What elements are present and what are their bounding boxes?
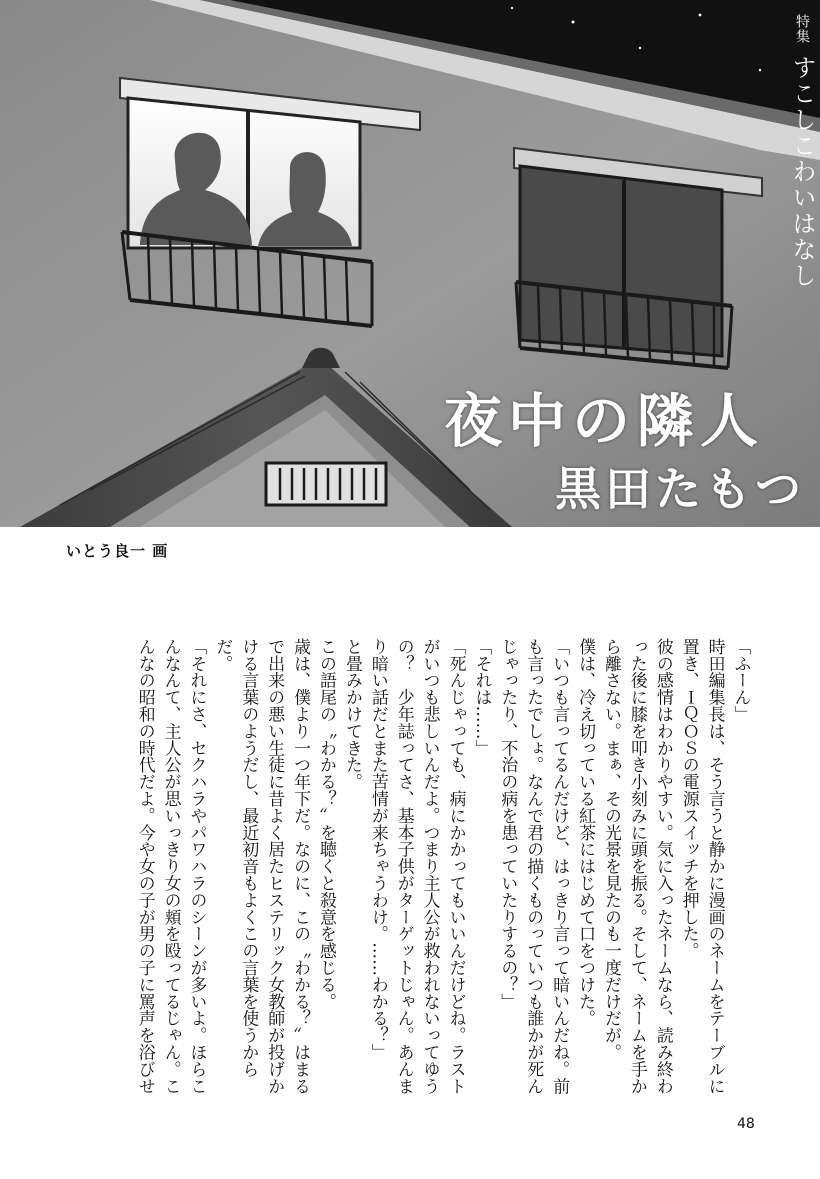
paragraph: 「それにさ、セクハラやパワハラのシーンが多いよ。ほらこんなんて、主人公が思いっきり女の頬を殴ってるじゃん。こんなの昭和の時代だよ。今や女の子が男の子に罵声を浴びせ: [136, 638, 208, 1095]
feature-series-title: すこしこわいはなし: [788, 55, 816, 290]
body-text: [64, 638, 754, 1108]
paragraph: 「いつも言ってるんだけど、はっきり言って暗いんだね。前も言ったでしょ。なんで君の描くものっていつも誰かが死んじゃったり、不治の病を患っていたりするの？」: [498, 638, 571, 1095]
attic-vent: [266, 463, 386, 505]
paragraph: 「死んじゃっても、病にかかってもいいんだけどね。ラストがいつも悲しいんだよ。つまり主人公が救われないってゆうの？ 少年誌ってさ、基本子供がターゲットじゃん。あんまり暗い話だとまた苦情が来ちゃうわけ。……わかる？」: [369, 638, 468, 1095]
paragraph: 歳は、僕より一つ年下だ。なのに、この〝わかる？〟はまるで出来の悪い生徒に昔よく居たヒステリック女教師が投げかける言葉のようだし、最近初音もよくこの言葉を使うからだ。: [213, 638, 312, 1095]
paragraph: この語尾の〝わかる？〟を聴くと殺意を感じる。: [317, 638, 338, 1010]
feature-kicker: 特集: [794, 14, 810, 44]
story-title: 夜中の隣人: [444, 387, 765, 455]
illustrator-credit: いとう良一 画: [66, 542, 169, 560]
paragraph: 「ふーん」: [732, 638, 752, 723]
page-number: 48: [737, 1116, 755, 1132]
paragraph: と畳みかけてきた。: [343, 638, 364, 791]
paragraph: 時田編集長は、そう言うと静かに漫画のネームをテーブルに置き、ＩＱＯＳの電源スイッチを押した。: [680, 638, 727, 1095]
story-author: 黒田たもつ: [555, 462, 805, 516]
feature-label: [778, 14, 814, 289]
paragraph: 「それは……」: [472, 638, 493, 757]
paragraph: 彼の感情はわかりやすい。気に入ったネームなら、読み終わった後に膝を叩き小刻みに頭を振る。そして、ネームを手から離さない。まぁ、その光景を見たのも一度だけだが。: [602, 638, 675, 1095]
paragraph: 僕は、冷え切っている紅茶にはじめて口をつけた。: [576, 638, 597, 1027]
